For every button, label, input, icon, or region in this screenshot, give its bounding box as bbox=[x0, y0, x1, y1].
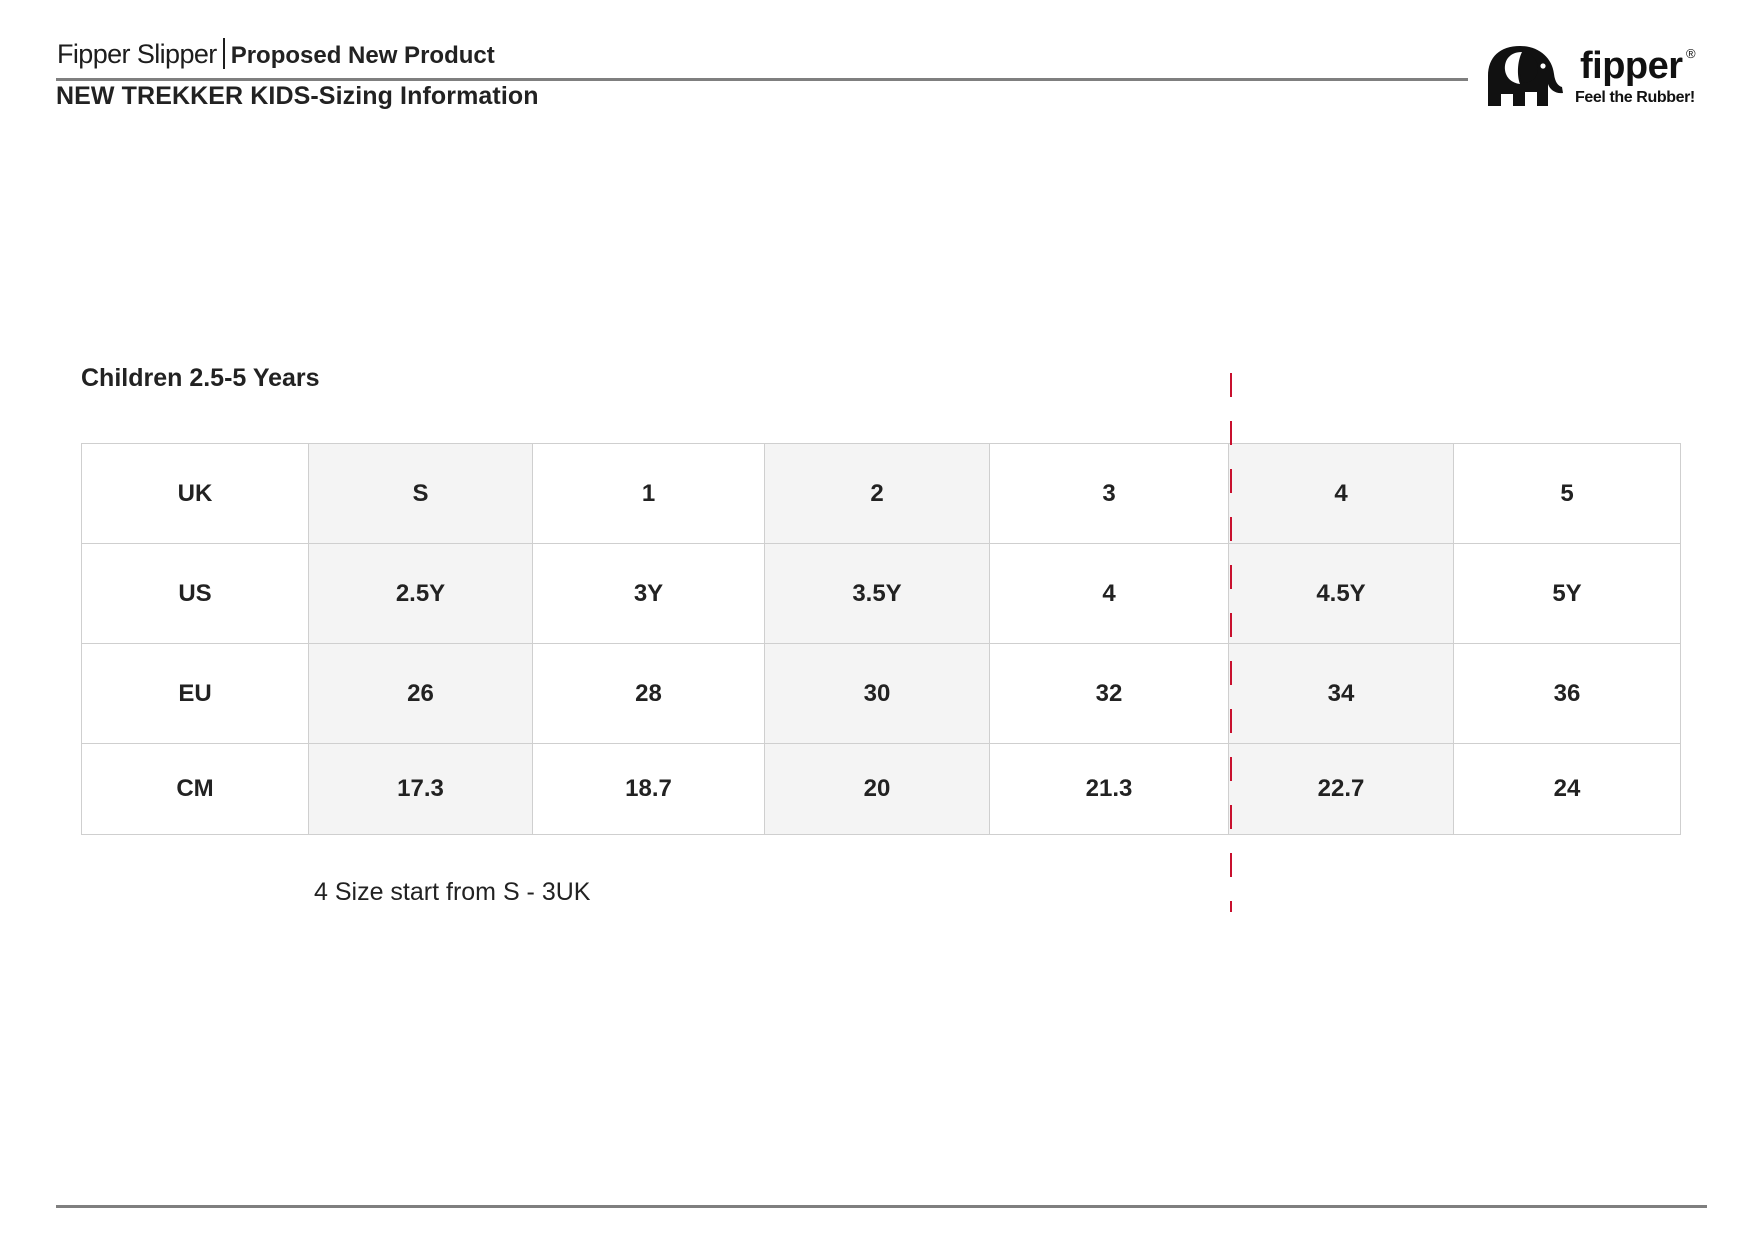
logo-tagline: Feel the Rubber! bbox=[1575, 89, 1695, 106]
table-cell: 18.7 bbox=[533, 744, 765, 835]
header-separator bbox=[223, 38, 225, 69]
table-cell: 5Y bbox=[1454, 544, 1681, 644]
table-row bbox=[82, 644, 1681, 744]
fipper-logo bbox=[1480, 40, 1710, 112]
table-cell: 3Y bbox=[533, 544, 765, 644]
table-cell: 24 bbox=[1454, 744, 1681, 835]
header-rule bbox=[56, 78, 1468, 81]
table-cell: 2.5Y bbox=[309, 544, 533, 644]
row-header-cm: CM bbox=[82, 744, 309, 835]
table-cell: 28 bbox=[533, 644, 765, 744]
logo-wordmark: fipper bbox=[1580, 45, 1683, 87]
page-title: NEW TREKKER KIDS-Sizing Information bbox=[56, 82, 539, 110]
table-cell: 20 bbox=[765, 744, 990, 835]
table-row bbox=[82, 444, 1681, 544]
size-split-divider bbox=[1230, 373, 1232, 912]
row-header-eu: EU bbox=[82, 644, 309, 744]
table-cell: 26 bbox=[309, 644, 533, 744]
table-cell: 30 bbox=[765, 644, 990, 744]
section-label: Children 2.5-5 Years bbox=[81, 364, 320, 392]
header-brand-line bbox=[57, 38, 495, 70]
footer-rule bbox=[56, 1205, 1707, 1208]
table-cell: 22.7 bbox=[1229, 744, 1454, 835]
table-cell: 1 bbox=[533, 444, 765, 544]
table-cell: 4.5Y bbox=[1229, 544, 1454, 644]
registered-mark: ® bbox=[1686, 46, 1696, 61]
table-cell: 17.3 bbox=[309, 744, 533, 835]
elephant-icon bbox=[1480, 42, 1566, 108]
table-row bbox=[82, 544, 1681, 644]
table-cell: S bbox=[309, 444, 533, 544]
table-row bbox=[82, 744, 1681, 835]
table-cell: 4 bbox=[1229, 444, 1454, 544]
header-subtitle: Proposed New Product bbox=[230, 42, 495, 69]
table-cell: 21.3 bbox=[990, 744, 1229, 835]
row-header-us: US bbox=[82, 544, 309, 644]
table-cell: 32 bbox=[990, 644, 1229, 744]
row-header-uk: UK bbox=[82, 444, 309, 544]
table-cell: 4 bbox=[990, 544, 1229, 644]
size-table bbox=[81, 443, 1681, 835]
table-cell: 2 bbox=[765, 444, 990, 544]
table-cell: 3.5Y bbox=[765, 544, 990, 644]
table-cell: 34 bbox=[1229, 644, 1454, 744]
table-cell: 5 bbox=[1454, 444, 1681, 544]
brand-name: Fipper Slipper bbox=[57, 39, 217, 69]
table-cell: 3 bbox=[990, 444, 1229, 544]
table-cell: 36 bbox=[1454, 644, 1681, 744]
size-note: 4 Size start from S - 3UK bbox=[314, 878, 591, 906]
